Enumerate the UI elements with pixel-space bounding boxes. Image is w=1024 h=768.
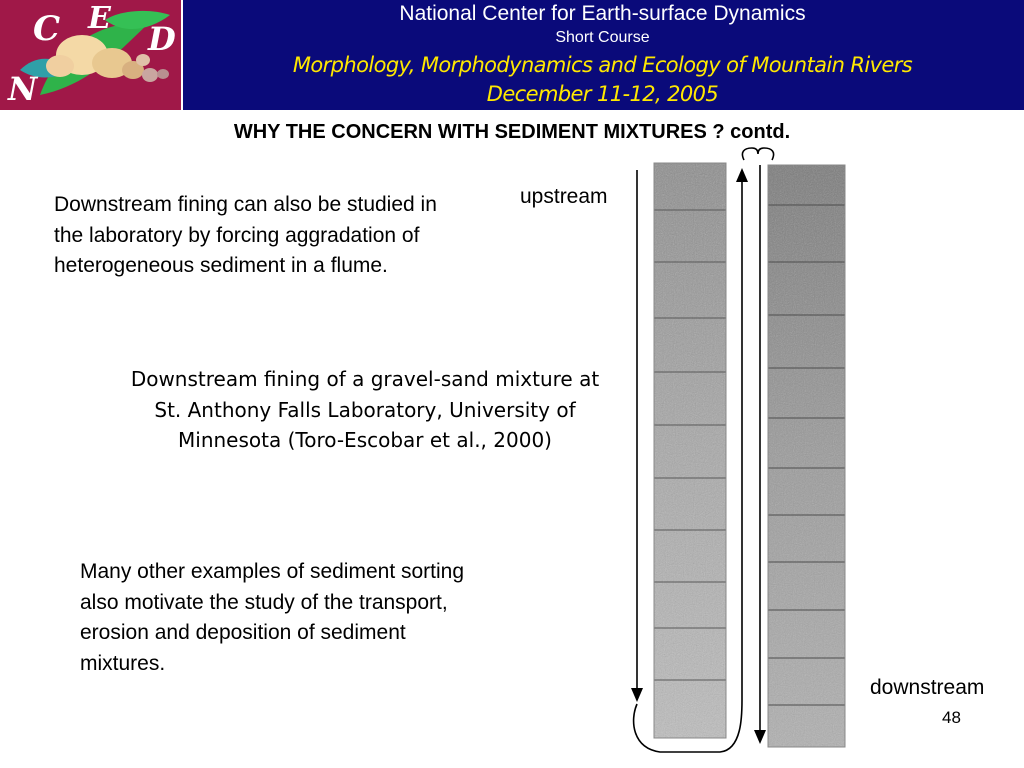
- flume-photo-strip-right: [768, 165, 845, 747]
- slide-title: WHY THE CONCERN WITH SEDIMENT MIXTURES ? contd.: [233, 121, 791, 143]
- logo-letter-c: C: [33, 9, 61, 49]
- photo-caption: Downstream fining of a gravel-sand mixture at St. Anthony Falls Laboratory, University of Minnesota (Toro-Escobar et al., 2000): [130, 367, 600, 452]
- page-number: 48: [942, 708, 961, 727]
- arrowhead-right-down: [754, 730, 766, 744]
- org-name: National Center for Earth-surface Dynamics: [399, 2, 806, 25]
- logo-letter-n: N: [8, 70, 38, 108]
- arrowhead-up: [736, 168, 748, 182]
- paragraph-other-examples: Many other examples of sediment sorting also motivate the study of the transport, erosion and deposition of sediment mixtures.: [80, 560, 465, 675]
- arrowhead-left-down: [631, 688, 643, 702]
- course-dates: December 11-12, 2005: [486, 82, 719, 106]
- label-downstream: downstream: [870, 676, 985, 699]
- logo-letter-d: D: [148, 20, 176, 58]
- label-upstream: upstream: [520, 185, 608, 208]
- course-type: Short Course: [555, 29, 650, 46]
- course-title: Morphology, Morphodynamics and Ecology of Mountain Rivers: [292, 53, 913, 77]
- logo-letter-e: E: [88, 1, 111, 36]
- paragraph-downstream-fining: Downstream fining can also be studied in the laboratory by forcing aggradation of heterogeneous sediment in a flume.: [54, 193, 437, 277]
- flume-photo-strip-left: [654, 163, 726, 738]
- top-bracket: [742, 148, 773, 160]
